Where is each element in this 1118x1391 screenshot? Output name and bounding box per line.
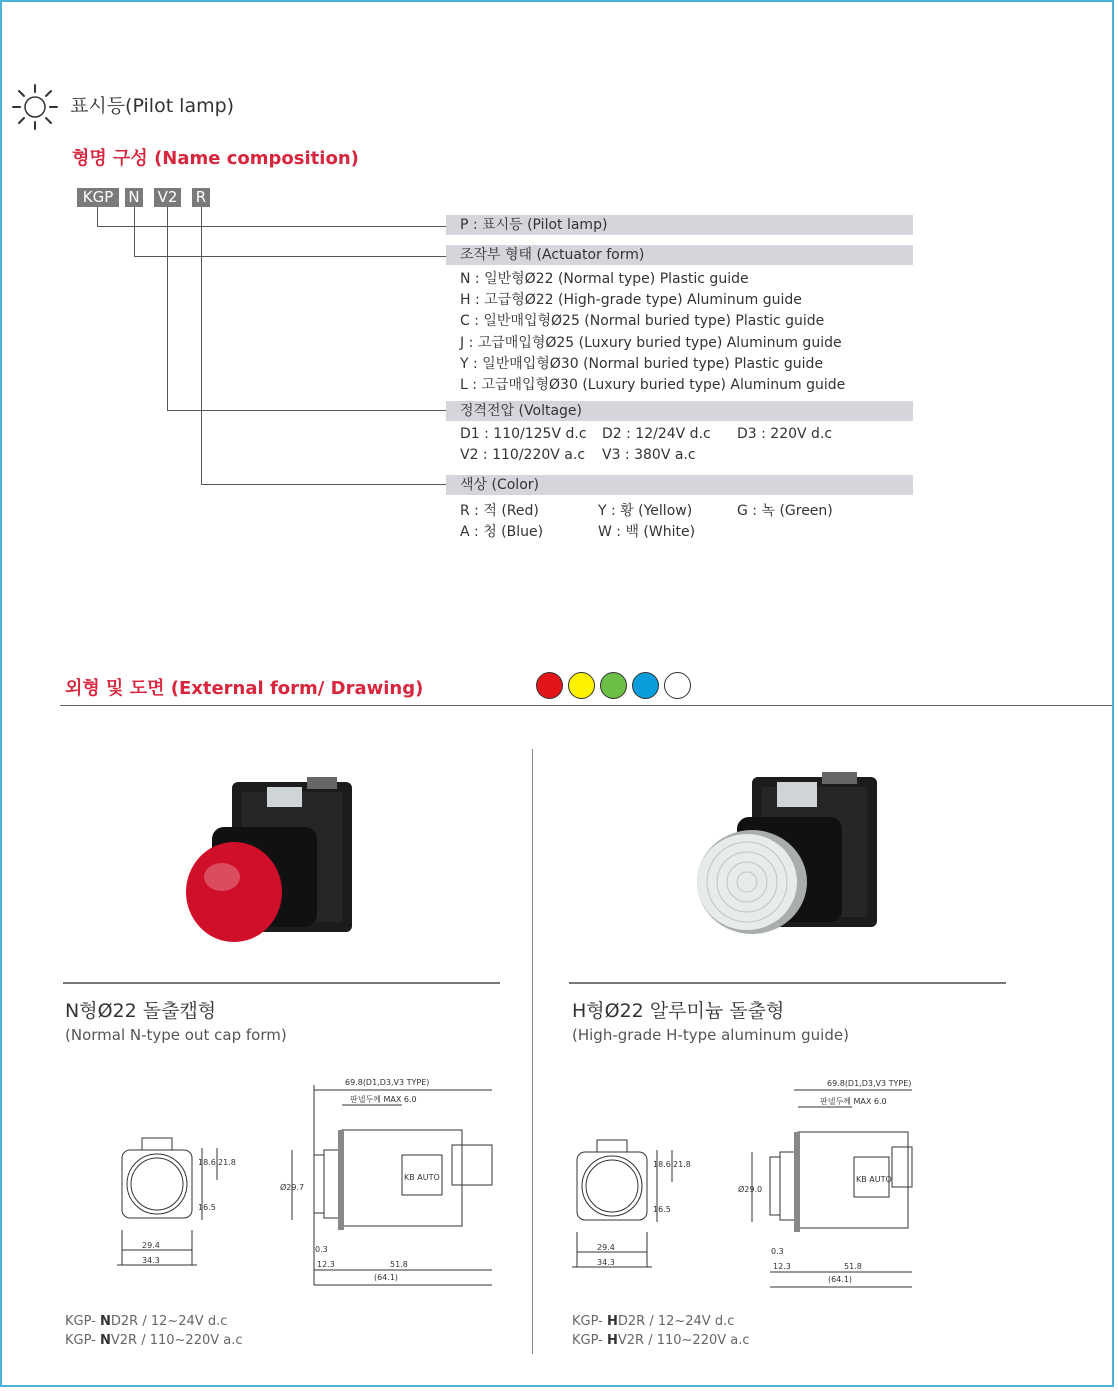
product-ruler bbox=[569, 982, 1006, 984]
model-spec: D2R / 12~24V d.c bbox=[617, 1314, 735, 1329]
drawing-section-title: 외형 및 도면 (External form/ Drawing) bbox=[65, 678, 424, 699]
swatch-blue bbox=[632, 672, 659, 699]
type-bar: P : 표시등 (Pilot lamp) bbox=[446, 215, 913, 235]
connector-line bbox=[134, 207, 135, 257]
code-box-voltage: V2 bbox=[154, 188, 181, 207]
dimension-drawing-n-type bbox=[102, 1070, 502, 1290]
dim-label: 29.4 bbox=[597, 1243, 615, 1252]
name-composition-title: 형명 구성 (Name composition) bbox=[72, 148, 359, 169]
swatch-yellow bbox=[568, 672, 595, 699]
brand-label: KB AUTO bbox=[856, 1175, 892, 1184]
actuator-option: J : 고급매입형Ø25 (Luxury buried type) Aluminum guide bbox=[460, 335, 842, 351]
product-name: N형Ø22 돌출캡형 bbox=[65, 1000, 217, 1022]
model-prefix: KGP- bbox=[572, 1314, 607, 1329]
cap-lens bbox=[186, 842, 282, 942]
model-code bbox=[65, 1314, 227, 1329]
column-divider bbox=[532, 749, 533, 1354]
voltage-option: D2 : 12/24V d.c bbox=[602, 426, 711, 442]
code-box-color: R bbox=[192, 188, 210, 207]
color-swatches bbox=[536, 672, 691, 699]
actuator-option: C : 일반매입형Ø25 (Normal buried type) Plastic guide bbox=[460, 313, 825, 329]
connector-line bbox=[201, 484, 447, 485]
page-title: 표시등(Pilot lamp) bbox=[70, 95, 235, 117]
model-type-letter: H bbox=[606, 1314, 618, 1329]
dim-label: Ø29.0 bbox=[738, 1185, 763, 1194]
dim-label: 12.3 bbox=[317, 1260, 335, 1269]
dim-label: 34.3 bbox=[597, 1258, 615, 1267]
product-subtitle: (High-grade H-type aluminum guide) bbox=[572, 1026, 849, 1044]
voltage-option: V2 : 110/220V a.c bbox=[460, 447, 586, 463]
actuator-option: Y : 일반매입형Ø30 (Normal buried type) Plastic guide bbox=[460, 356, 824, 372]
model-code bbox=[572, 1333, 750, 1348]
dimension-drawing-h-type bbox=[562, 1072, 922, 1292]
connector-line bbox=[97, 226, 447, 227]
model-spec: D2R / 12~24V d.c bbox=[110, 1314, 228, 1329]
color-option: R : 적 (Red) bbox=[460, 503, 539, 519]
brand-label: KB AUTO bbox=[404, 1173, 440, 1182]
dim-label: 12.3 bbox=[773, 1262, 791, 1271]
model-type-letter: H bbox=[606, 1333, 618, 1348]
model-code bbox=[572, 1314, 734, 1329]
model-prefix: KGP- bbox=[65, 1314, 100, 1329]
code-box-actuator: N bbox=[125, 188, 143, 207]
dim-label: 18.6 bbox=[653, 1160, 671, 1169]
dim-label: 51.8 bbox=[844, 1262, 862, 1271]
dim-label: 21.8 bbox=[673, 1160, 691, 1169]
product-name: H형Ø22 알루미늄 돌출형 bbox=[572, 1000, 785, 1022]
dim-label: 0.3 bbox=[315, 1245, 328, 1254]
dim-label: 69.8(D1,D3,V3 TYPE) bbox=[345, 1078, 430, 1087]
dim-label: 18.6 bbox=[198, 1158, 216, 1167]
dim-label: 21.8 bbox=[218, 1158, 236, 1167]
dim-label: 51.8 bbox=[390, 1260, 408, 1269]
dim-label: 16.5 bbox=[653, 1205, 671, 1214]
model-type-letter: N bbox=[99, 1333, 111, 1348]
swatch-white bbox=[664, 672, 691, 699]
dim-label: 34.3 bbox=[142, 1256, 160, 1265]
color-bar: 색상 (Color) bbox=[446, 475, 913, 495]
actuator-option: L : 고급매입형Ø30 (Luxury buried type) Aluminum guide bbox=[460, 377, 846, 393]
product-photo-n-type bbox=[182, 767, 362, 947]
swatch-green bbox=[600, 672, 627, 699]
cap-lens bbox=[697, 834, 797, 930]
model-type-letter: N bbox=[99, 1314, 111, 1329]
swatch-red bbox=[536, 672, 563, 699]
model-prefix: KGP- bbox=[65, 1333, 100, 1348]
dim-label: 29.4 bbox=[142, 1241, 160, 1250]
dim-label: 판넬두께 MAX 6.0 bbox=[820, 1097, 887, 1106]
dim-label: 69.8(D1,D3,V3 TYPE) bbox=[827, 1079, 912, 1088]
model-spec: V2R / 110~220V a.c bbox=[617, 1333, 750, 1348]
color-option: W : 백 (White) bbox=[598, 524, 696, 540]
voltage-bar: 정격전압 (Voltage) bbox=[446, 401, 913, 421]
color-option: A : 청 (Blue) bbox=[460, 524, 544, 540]
dim-label: 0.3 bbox=[771, 1247, 784, 1256]
connector-line bbox=[97, 207, 98, 227]
product-photo-h-type bbox=[692, 767, 892, 947]
model-prefix: KGP- bbox=[572, 1333, 607, 1348]
dim-label: Ø29.7 bbox=[280, 1183, 305, 1192]
connector-line bbox=[167, 410, 447, 411]
actuator-option: H : 고급형Ø22 (High-grade type) Aluminum guide bbox=[460, 292, 802, 308]
product-ruler bbox=[63, 982, 500, 984]
connector-line bbox=[134, 256, 447, 257]
connector-line bbox=[201, 207, 202, 485]
actuator-bar: 조작부 형태 (Actuator form) bbox=[446, 245, 913, 265]
code-box-series: KGP bbox=[77, 188, 119, 207]
color-option: G : 녹 (Green) bbox=[737, 503, 833, 519]
model-spec: V2R / 110~220V a.c bbox=[110, 1333, 243, 1348]
dim-label: (64.1) bbox=[374, 1273, 399, 1282]
connector-line bbox=[167, 207, 168, 411]
model-code bbox=[65, 1333, 243, 1348]
dim-label: 16.5 bbox=[198, 1203, 216, 1212]
section-divider bbox=[60, 705, 1114, 706]
dim-label: 판넬두께 MAX 6.0 bbox=[350, 1095, 417, 1104]
voltage-option: D3 : 220V d.c bbox=[737, 426, 833, 442]
actuator-option: N : 일반형Ø22 (Normal type) Plastic guide bbox=[460, 271, 749, 287]
sun-icon bbox=[10, 82, 60, 132]
product-subtitle: (Normal N-type out cap form) bbox=[65, 1026, 287, 1044]
dim-label: (64.1) bbox=[828, 1275, 853, 1284]
voltage-option: D1 : 110/125V d.c bbox=[460, 426, 587, 442]
color-option: Y : 황 (Yellow) bbox=[598, 503, 693, 519]
voltage-option: V3 : 380V a.c bbox=[602, 447, 696, 463]
